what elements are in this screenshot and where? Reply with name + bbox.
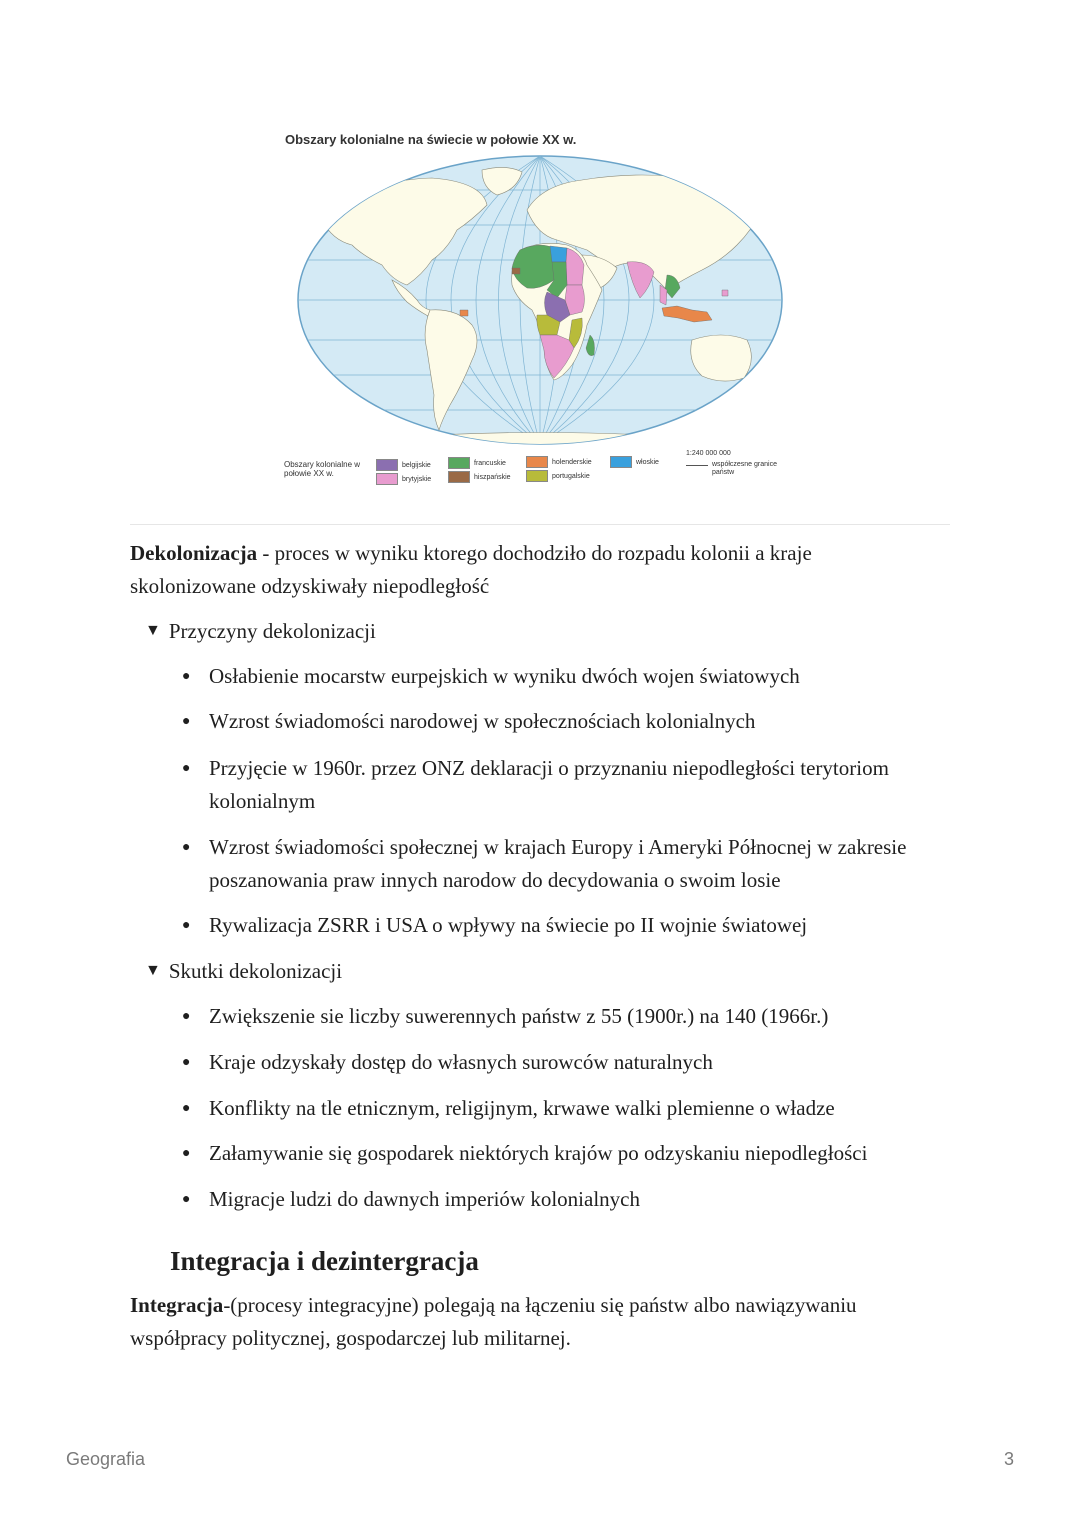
legend-swatch <box>610 456 632 468</box>
british-pacific <box>722 290 728 296</box>
bullet-icon: ● <box>182 669 191 684</box>
integracja-definition <box>130 1289 930 1355</box>
legend-item-british: brytyjskie <box>376 473 431 485</box>
list-item: ● Konflikty na tle etnicznym, religijnym, krwawe walki plemienne o władze <box>182 1092 942 1125</box>
legend-swatch <box>526 456 548 468</box>
bullet-icon: ● <box>182 761 191 776</box>
bullet-icon: ● <box>182 1192 191 1207</box>
definition-text: -(procesy integracyjne) polegają na łączeniu się państw albo nawiązywaniu współpracy politycznej, gospodarczej lub militarnej. <box>130 1293 857 1350</box>
border-line-symbol <box>686 465 708 466</box>
bullet-icon: ● <box>182 1009 191 1024</box>
bullet-icon: ● <box>182 1146 191 1161</box>
toggle-przyczyny[interactable] <box>145 616 376 646</box>
legend-swatch <box>526 470 548 482</box>
page-number: 3 <box>1004 1449 1015 1469</box>
legend-item-belgian: belgijskie <box>376 459 431 471</box>
list-item: ● Załamywanie się gospodarek niektórych krajów po odzyskaniu niepodległości <box>182 1137 942 1170</box>
dekolonizacja-definition <box>130 537 930 603</box>
legend-item-french: francuskie <box>448 457 506 469</box>
section-heading: Integracja i dezintergracja <box>170 1246 479 1276</box>
legend-item-spanish: hiszpańskie <box>448 471 511 483</box>
spanish-sahara <box>512 268 520 274</box>
divider <box>130 524 950 525</box>
world-map <box>282 150 802 450</box>
list-item: ● Wzrost świadomości narodowej w społecznościach kolonialnych <box>182 705 942 738</box>
term-integracja: Integracja <box>130 1293 224 1317</box>
term-dekolonizacja: Dekolonizacja <box>130 541 258 565</box>
toggle-title: Skutki dekolonizacji <box>168 959 343 983</box>
triangle-down-icon: ▼ <box>145 622 161 639</box>
footer-subject: Geografia <box>66 1449 146 1469</box>
list-item: ● Wzrost świadomości społecznej w krajach Europy i Ameryki Północnej w zakresie poszanowania praw innych narodow do decydowania o swoim losie <box>182 831 942 897</box>
list-item: ● Przyjęcie w 1960r. przez ONZ deklaracji o przyznaniu niepodległości terytoriom kolonialnym <box>182 752 942 818</box>
list-item: ● Rywalizacja ZSRR i USA o wpływy na świecie po II wojnie światowej <box>182 909 942 942</box>
list-item: ● Kraje odzyskały dostęp do własnych surowców naturalnych <box>182 1046 942 1079</box>
legend-item-portuguese: portugalskie <box>526 470 590 482</box>
legend-label: Obszary kolonialne w połowie XX w. <box>284 460 361 478</box>
bullet-icon: ● <box>182 1101 191 1116</box>
toggle-skutki[interactable] <box>145 956 342 986</box>
definition-text: - proces w wyniku ktorego dochodziło do rozpadu kolonii a kraje skolonizowane odzyskiwały niepodległość <box>130 541 812 598</box>
map-scale: 1:240 000 000 <box>686 450 731 457</box>
list-item: ● Migracje ludzi do dawnych imperiów kolonialnych <box>182 1183 942 1216</box>
legend-swatch <box>376 459 398 471</box>
list-item: ● Osłabienie mocarstw eurpejskich w wyniku dwóch wojen światowych <box>182 660 942 693</box>
antarctica <box>362 433 722 451</box>
australia <box>691 335 752 381</box>
legend-swatch <box>376 473 398 485</box>
map-title: Obszary kolonialne na świecie w połowie XX w. <box>285 132 577 147</box>
triangle-down-icon: ▼ <box>145 962 161 979</box>
bullet-icon: ● <box>182 714 191 729</box>
border-note: współczesne granice państw <box>686 461 792 477</box>
legend-swatch <box>448 471 470 483</box>
dutch-guiana <box>460 310 468 316</box>
legend-swatch <box>448 457 470 469</box>
italian-libya <box>550 246 567 262</box>
toggle-title: Przyczyny dekolonizacji <box>168 619 376 643</box>
colonial-map-figure <box>282 128 802 498</box>
list-item: ● Zwiększenie sie liczby suwerennych państw z 55 (1900r.) na 140 (1966r.) <box>182 1000 942 1033</box>
bullet-icon: ● <box>182 918 191 933</box>
legend-item-italian: włoskie <box>610 456 659 468</box>
map-legend <box>282 450 802 494</box>
legend-item-dutch: holenderskie <box>526 456 592 468</box>
bullet-icon: ● <box>182 840 191 855</box>
bullet-icon: ● <box>182 1055 191 1070</box>
